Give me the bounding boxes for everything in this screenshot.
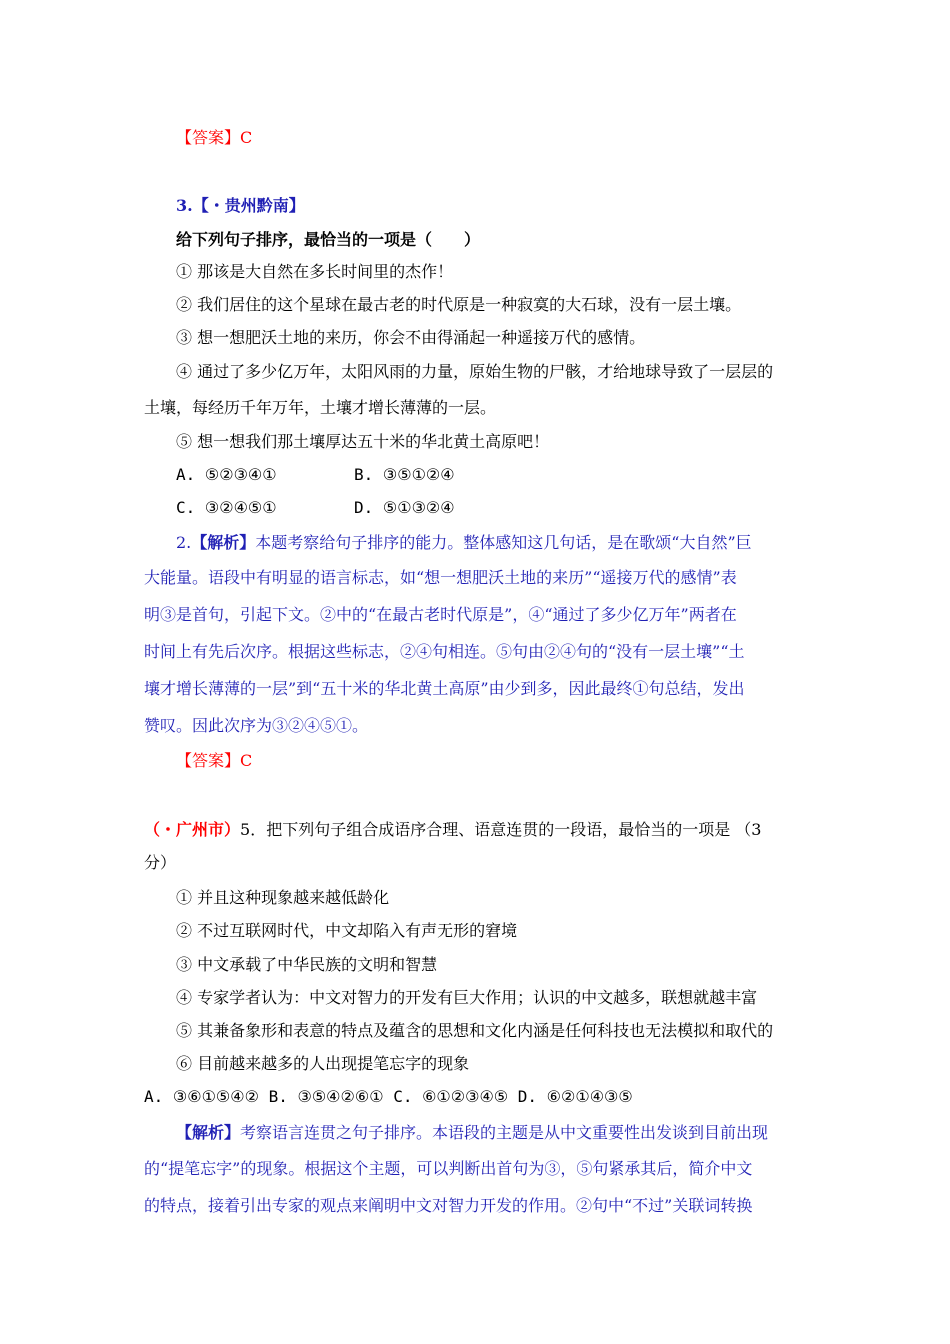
q5-analysis-line-1	[176, 1121, 768, 1145]
q3-option-b: B. ③⑤①②④	[354, 465, 455, 484]
answer-value: C	[240, 128, 253, 147]
question-5-source: （・广州市）	[144, 820, 241, 839]
q3-answer-tag: 【答案】	[176, 751, 241, 770]
question-5-header	[144, 818, 761, 842]
q3-sentence-5: ⑤ 想一想我们那土壤厚达五十米的华北黄土高原吧！	[176, 432, 550, 451]
q3-analysis-prefix: 2.	[176, 533, 192, 552]
question-3-number: 3.	[176, 196, 193, 215]
answer-line-1	[176, 126, 252, 150]
q3-analysis-line-6: 赞叹。因此次序为③②④⑤①。	[144, 716, 369, 735]
q3-option-c: C. ③②④⑤①	[176, 498, 277, 517]
q3-option-d: D. ⑤①③②④	[354, 498, 455, 517]
q3-analysis-line-2: 大能量。语段中有明显的语言标志，如“想一想肥沃土地的来历”“遥接万代的感情”表	[144, 568, 737, 587]
q5-sentence-4: ④ 专家学者认为：中文对智力的开发有巨大作用；认识的中文越多，联想就越丰富	[176, 988, 758, 1007]
q3-option-a: A. ⑤②③④①	[176, 465, 277, 484]
q5-sentence-6: ⑥ 目前越来越多的人出现提笔忘字的现象	[176, 1054, 470, 1073]
q5-sentence-2: ② 不过互联网时代，中文却陷入有声无形的窘境	[176, 921, 518, 940]
q3-analysis-line-1	[176, 531, 752, 555]
q3-sentence-4b: 土壤，每经历千年万年，土壤才增长薄薄的一层。	[144, 398, 497, 417]
question-5-stem-2: 分）	[144, 853, 177, 872]
q5-analysis-tag: 【解析】	[176, 1123, 241, 1142]
q3-answer-line	[176, 749, 252, 773]
q3-answer-value: C	[240, 751, 253, 770]
q5-analysis-line-3: 的特点，接着引出专家的观点来阐明中文对智力开发的作用。②句中“不过”关联词转换	[144, 1196, 753, 1215]
q5-analysis-text-1: 考察语言连贯之句子排序。本语段的主题是从中文重要性出发谈到目前出现	[240, 1123, 769, 1142]
q5-options: A. ③⑥①⑤④② B. ③⑤④②⑥① C. ⑥①②③④⑤ D. ⑥②①④③⑤	[144, 1087, 633, 1106]
q3-analysis-line-4: 时间上有先后次序。根据这些标志，②④句相连。⑤句由②④句的“没有一层土壤”“土	[144, 642, 745, 661]
question-3-source: 【・贵州黔南】	[192, 196, 305, 215]
q5-sentence-3: ③ 中文承载了中华民族的文明和智慧	[176, 955, 438, 974]
q5-analysis-line-2: 的“提笔忘字”的现象。根据这个主题，可以判断出首句为③，⑤句紧承其后，简介中文	[144, 1159, 753, 1178]
q3-sentence-3: ③ 想一想肥沃土地的来历，你会不由得涌起一种遥接万代的感情。	[176, 328, 646, 347]
question-3-header	[176, 194, 305, 218]
q3-sentence-1: ① 那该是大自然在多长时间里的杰作！	[176, 262, 454, 281]
q5-sentence-1: ① 并且这种现象越来越低龄化	[176, 888, 390, 907]
q3-analysis-line-3: 明③是首句，引起下文。②中的“在最古老时代原是”，④“通过了多少亿万年”两者在	[144, 605, 737, 624]
q3-sentence-2: ② 我们居住的这个星球在最古老的时代原是一种寂寞的大石球，没有一层土壤。	[176, 295, 742, 314]
q5-sentence-5: ⑤ 其兼备象形和表意的特点及蕴含的思想和文化内涵是任何科技也无法模拟和取代的	[176, 1021, 774, 1040]
question-5-stem-1: 5．把下列句子组合成语序合理、语意连贯的一段语，最恰当的一项是 （3	[240, 820, 762, 839]
question-3-stem: 给下列句子排序，最恰当的一项是（ ）	[176, 230, 481, 249]
q3-analysis-tag: 【解析】	[191, 533, 256, 552]
q3-sentence-4a: ④ 通过了多少亿万年，太阳风雨的力量，原始生物的尸骸，才给地球导致了一层层的	[176, 362, 774, 381]
q3-analysis-text-1: 本题考察给句子排序的能力。整体感知这几句话，是在歌颂“大自然”巨	[255, 533, 752, 552]
q3-analysis-line-5: 壤才增长薄薄的一层”到“五十米的华北黄土高原”由少到多，因此最终①句总结，发出	[144, 679, 745, 698]
answer-tag: 【答案】	[176, 128, 241, 147]
